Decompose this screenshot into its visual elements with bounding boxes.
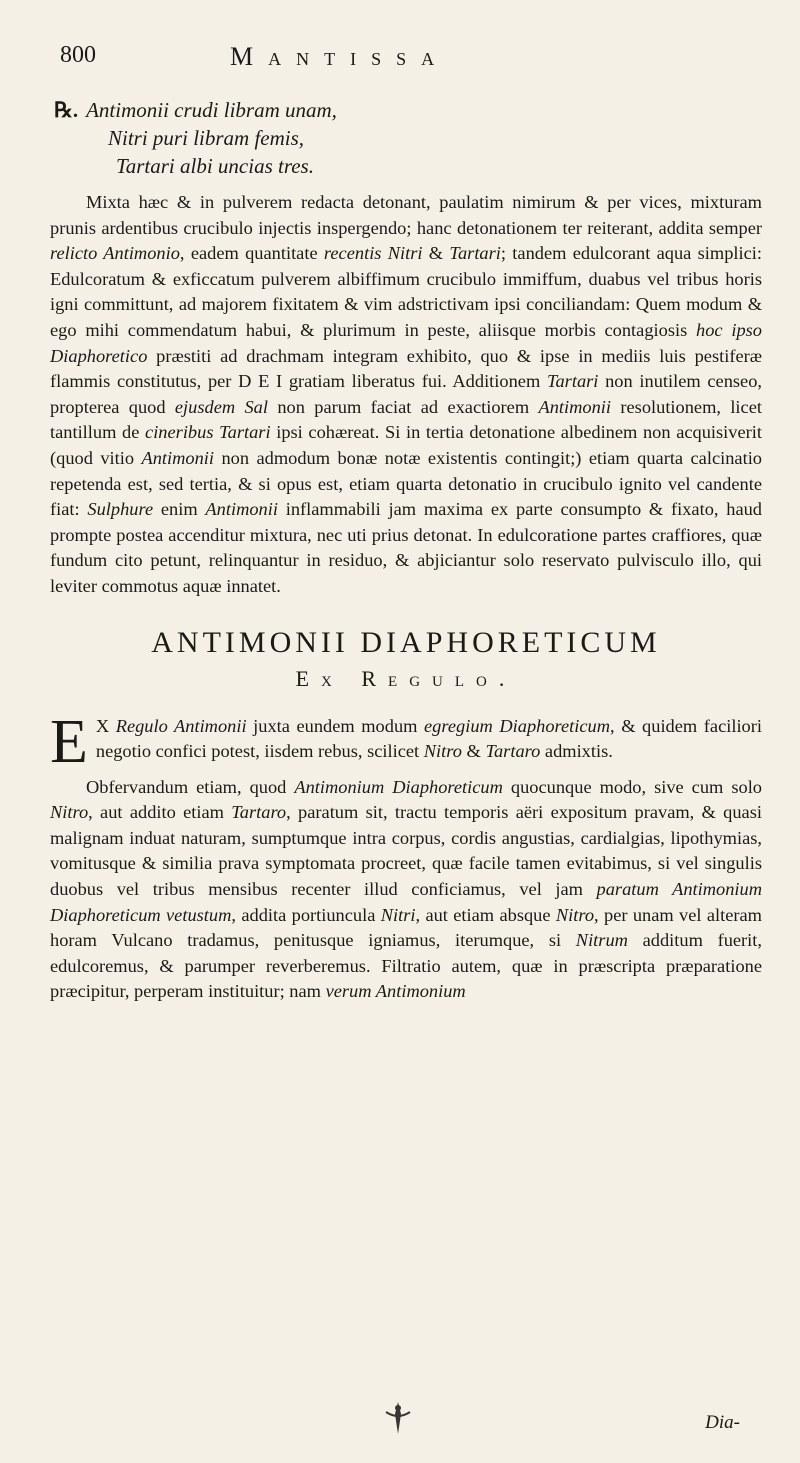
- italic-term: egregium Diaphoreticum: [424, 715, 611, 736]
- text-run: juxta eundem modum: [246, 715, 425, 736]
- italic-term: relicto Antimonio: [50, 243, 180, 264]
- italic-term: cineribus Tartari: [145, 422, 271, 443]
- italic-term: Antimonii: [205, 499, 278, 520]
- italic-term: Tartaro: [231, 802, 287, 823]
- text-run: additum fuerit, edulcoremus, & parumper reverberemus. Filtratio autem, quæ in præscripta præparatione præcipitur, perperam instituitur; nam: [50, 930, 762, 1002]
- text-run: Mixta hæc & in pulverem redacta detonant, paulatim nimirum & per vices, mixturam prunis ardentibus crucibulo injectis inspergendo; hanc detonationem ter reiterant, addita semper: [50, 192, 762, 238]
- italic-term: Sulphure: [87, 499, 154, 520]
- recipe-block: [54, 96, 762, 180]
- italic-term: Regulo Antimonii: [115, 715, 247, 736]
- text-run: enim: [153, 499, 206, 520]
- italic-term: Nitrum: [575, 930, 628, 951]
- text-run: admixtis.: [540, 741, 613, 762]
- text-run: &: [422, 243, 450, 264]
- italic-term: verum Antimonium: [325, 981, 466, 1002]
- text-run: , paratum sit, tractu temporis aëri expositum pravam, & quasi malignam induat naturam, sumptumque intra corpus, cordis angustias, cardialgias, lipothymias, vomitusque & similia prava symptomata procreet, quæ facile tamen evitabimus, si vel singulis duobus vel tribus mensibus recenter illud conficiamus, vel jam: [50, 802, 762, 900]
- page-number: 800: [60, 42, 96, 68]
- italic-term: Antimonium Diaphoreticum: [294, 776, 503, 797]
- text-run: , & quidem faciliori negotio confici potest, iisdem rebus, scilicet: [95, 715, 762, 762]
- italic-term: ejusdem Sal: [174, 396, 268, 417]
- text-run: non parum faciat ad exactiorem: [268, 396, 539, 417]
- text-run: ipsi cohæreat. Si in tertia detonatione albedinem non acquisiverit (quod vitio: [50, 422, 762, 468]
- italic-term: paratum Antimonium Diaphoreticum vetustum: [50, 879, 763, 925]
- paragraph-preparation: [50, 190, 762, 600]
- italic-term: Tartari: [449, 243, 501, 264]
- text-run: , per unam vel alteram horam Vulcano tradamus, penitusque igniamus, iterumque, si: [50, 904, 762, 951]
- section-subtitle: Ex Regulo.: [295, 665, 517, 691]
- drop-capital: E: [50, 707, 88, 776]
- text-run: , aut addito etiam: [88, 802, 232, 823]
- italic-term: Tartari: [546, 371, 599, 392]
- text-run: præstiti ad drachmam integram exhibito, quo & ipse in mediis luis pestiferæ flammis constitutus, per D E I gratiam liberatus fui. Additionem: [50, 345, 762, 392]
- text-run: non inutilem censeo, propterea quod: [50, 371, 763, 417]
- recipe-symbol: ℞.: [54, 98, 79, 122]
- text-run: resolutionem, licet tantillum de: [50, 396, 762, 443]
- recipe-ingredient: Tartari albi uncias tres.: [116, 154, 314, 178]
- text-run: quocunque modo, sive cum solo: [502, 776, 762, 797]
- page-header: [50, 42, 762, 92]
- italic-term: Antimonii: [141, 447, 215, 468]
- italic-term: Nitri: [380, 904, 416, 925]
- text-run: X: [95, 715, 116, 736]
- text-run: ; tandem edulcorant aqua simplici: Edulcoratum & exficcatum pulverem albiffimum crucibulo immiffum, duabus vel tribus horis igni committunt, ad majorem fixitatem & vim adstrictivam ipsi conciliandam: Quem modum & ego mihi commendatum habui, & plurimum in peste, aliisque morbis contagiosis: [50, 243, 763, 340]
- italic-term: Antimonii: [538, 396, 612, 417]
- recipe-ingredient: Antimonii crudi libram unam,: [86, 98, 337, 122]
- paragraph-regulus: [50, 707, 762, 776]
- text-run: &: [461, 741, 486, 762]
- paragraph-observation: [50, 775, 762, 1005]
- italic-term: Nitro: [555, 904, 595, 925]
- italic-term: Nitro: [50, 802, 89, 823]
- recipe-ingredient: Nitri puri libram femis,: [108, 126, 305, 150]
- italic-term: Tartaro: [485, 741, 541, 762]
- text-run: Obfervandum etiam, quod: [86, 776, 295, 797]
- printer-flower-icon: [378, 1398, 418, 1438]
- section-title: ANTIMONII DIAPHORETICUM: [151, 625, 661, 659]
- text-run: , eadem quantitate: [179, 243, 324, 264]
- running-head: Mantissa: [230, 42, 450, 71]
- text-run: inflammabili jam maxima ex parte consumpto & fixato, haud prompte postea accenditur mixtura, nec uti prius detonat. In edulcoratione partes craffiores, quæ fundum cito petunt, relinquantur in residuo, & abjiciantur solo reservato pulvisculo illo, qui leviter commotus aquæ innatet.: [50, 499, 762, 596]
- italic-term: recentis Nitri: [323, 243, 423, 264]
- text-run: non admodum bonæ notæ existentis contingit;) etiam quarta calcinatio repetenda est, sed tertia, & si opus est, etiam quarta detonatio in crucibulo ignito vel candente fiat:: [50, 447, 762, 520]
- catchword: Dia-: [705, 1412, 740, 1433]
- italic-term: Nitro: [423, 741, 462, 762]
- italic-term: hoc ipso Diaphoretico: [50, 319, 762, 366]
- recipe-line: [54, 96, 762, 124]
- text-run: , aut etiam absque: [415, 904, 556, 925]
- text-run: , addita portiuncula: [231, 904, 381, 925]
